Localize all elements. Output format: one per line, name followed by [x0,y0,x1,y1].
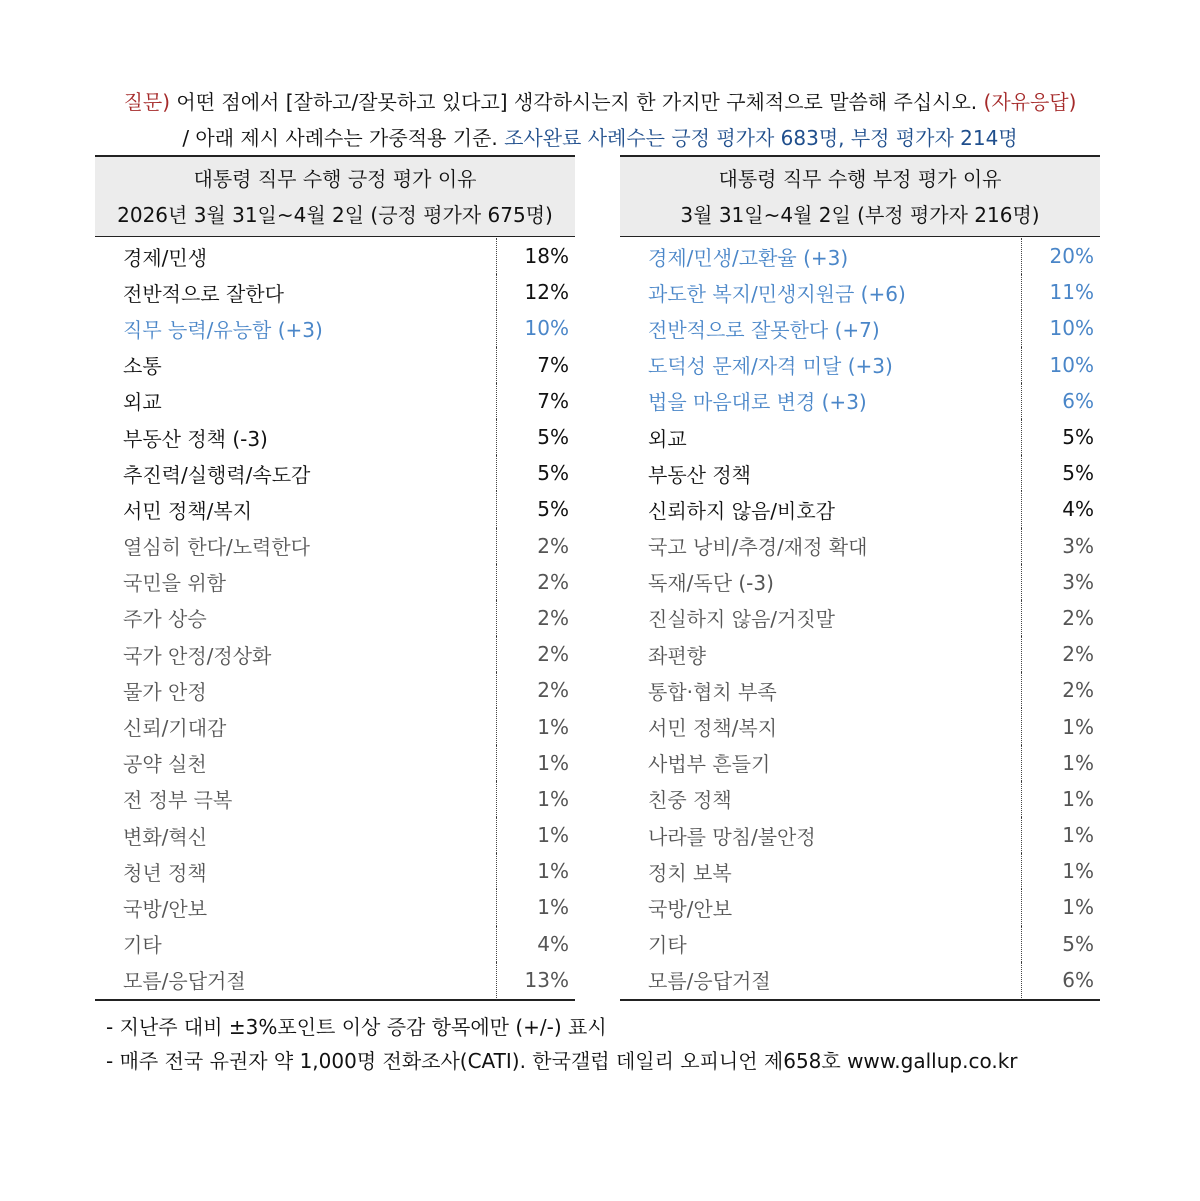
table-row [620,853,1100,889]
table-row [95,274,575,310]
table-row [95,926,575,962]
negative-table-header [620,157,1100,237]
reason-label: 변화/혁신 [95,817,497,853]
reason-label: 신뢰/기대감 [95,708,497,744]
reason-label: 모름/응답거절 [620,962,1022,998]
reason-percentage: 1% [1062,823,1094,848]
reason-percentage: 1% [537,823,569,848]
reason-label: 서민 정책/복지 [95,491,497,527]
positive-table-header [95,157,575,237]
table-row [620,708,1100,744]
table-row [95,238,575,274]
reason-percentage: 5% [537,497,569,522]
positive-reasons-table [95,155,575,1001]
footnotes [106,1010,1018,1078]
reason-percentage: 2% [1062,642,1094,667]
reason-percentage: 1% [537,714,569,739]
reason-label: 소통 [95,347,497,383]
reason-label: 과도한 복지/민생지원금 (+6) [620,274,1022,310]
table-row [620,238,1100,274]
reason-label: 국가 안정/정상화 [95,636,497,672]
table-row [95,310,575,346]
table-row [620,781,1100,817]
question-block [0,84,1200,156]
table-row [620,528,1100,564]
reason-percentage: 1% [1062,859,1094,884]
reason-percentage: 2% [537,678,569,703]
reason-label: 공약 실천 [95,745,497,781]
reason-label: 물가 안정 [95,672,497,708]
reason-percentage: 1% [537,750,569,775]
reason-label: 통합·협치 부족 [620,672,1022,708]
reason-label: 외교 [620,419,1022,455]
table-row [95,817,575,853]
sample-size-note: 조사완료 사례수는 긍정 평가자 683명, 부정 평가자 214명 [504,126,1018,150]
reason-percentage: 2% [537,533,569,558]
table-row [620,564,1100,600]
reason-percentage: 5% [1062,931,1094,956]
reason-percentage: 13% [524,967,569,992]
question-line-2 [0,120,1200,156]
reason-label: 국방/안보 [620,889,1022,925]
question-line-1 [0,84,1200,120]
reason-label: 부동산 정책 (-3) [95,419,497,455]
reason-label: 직무 능력/유능함 (+3) [95,310,497,346]
reason-label: 경제/민생 [95,238,497,274]
table-row [620,347,1100,383]
positive-table-subtitle: 2026년 3월 31일~4월 2일 (긍정 평가자 675명) [117,203,553,227]
reason-label: 독재/독단 (-3) [620,564,1022,600]
reason-percentage: 2% [537,642,569,667]
reason-percentage: 5% [1062,425,1094,450]
reason-label: 국방/안보 [95,889,497,925]
table-row [620,889,1100,925]
reason-label: 전반적으로 잘한다 [95,274,497,310]
reason-percentage: 1% [1062,895,1094,920]
reason-label: 추진력/실행력/속도감 [95,455,497,491]
table-row [95,564,575,600]
reason-percentage: 6% [1062,388,1094,413]
table-row [620,926,1100,962]
reason-percentage: 10% [1049,316,1094,341]
question-prefix: 질문) [123,90,171,114]
reason-percentage: 5% [1062,461,1094,486]
table-row [620,672,1100,708]
reason-percentage: 4% [537,931,569,956]
table-row [95,708,575,744]
weighting-note: / 아래 제시 사례수는 가중적용 기준. [182,126,505,150]
reason-percentage: 2% [537,569,569,594]
reason-percentage: 1% [1062,750,1094,775]
reason-percentage: 18% [524,244,569,269]
table-row [95,347,575,383]
footnote-change-marker: - 지난주 대비 ±3%포인트 이상 증감 항목에만 (+/-) 표시 [106,1015,607,1039]
table-row [620,600,1100,636]
reason-label: 주가 상승 [95,600,497,636]
table-row [95,745,575,781]
table-row [620,817,1100,853]
table-row [620,636,1100,672]
reason-label: 신뢰하지 않음/비호감 [620,491,1022,527]
reason-label: 사법부 흔들기 [620,745,1022,781]
reason-percentage: 7% [537,388,569,413]
reason-percentage: 11% [1049,280,1094,305]
footnote-survey-source: - 매주 전국 유권자 약 1,000명 전화조사(CATI). 한국갤럽 데일리 오피니언 제658호 www.gallup.co.kr [106,1049,1018,1073]
reason-percentage: 1% [1062,786,1094,811]
table-row [95,962,575,998]
reason-percentage: 2% [1062,605,1094,630]
reason-percentage: 10% [524,316,569,341]
table-row [95,636,575,672]
table-row [95,600,575,636]
reason-percentage: 7% [537,352,569,377]
reason-percentage: 1% [1062,714,1094,739]
reason-percentage: 12% [524,280,569,305]
reason-label: 전 정부 극복 [95,781,497,817]
table-row [95,781,575,817]
reason-percentage: 3% [1062,533,1094,558]
reason-label: 정치 보복 [620,853,1022,889]
reason-percentage: 1% [537,859,569,884]
table-row [95,672,575,708]
positive-table-title: 대통령 직무 수행 긍정 평가 이유 [193,167,477,191]
table-row [620,455,1100,491]
reason-percentage: 1% [537,895,569,920]
table-row [620,310,1100,346]
reason-percentage: 3% [1062,569,1094,594]
reason-percentage: 5% [537,425,569,450]
table-row [95,889,575,925]
reason-label: 모름/응답거절 [95,962,497,998]
reason-percentage: 2% [537,605,569,630]
reason-label: 나라를 망침/불안정 [620,817,1022,853]
question-text: 어떤 점에서 [잘하고/잘못하고 있다고] 생각하시는지 한 가지만 구체적으로 말씀해 주십시오. [170,90,984,114]
table-row [95,491,575,527]
reason-label: 외교 [95,383,497,419]
negative-table-subtitle: 3월 31일~4월 2일 (부정 평가자 216명) [680,203,1040,227]
reason-label: 진실하지 않음/거짓말 [620,600,1022,636]
reason-label: 국고 낭비/추경/재정 확대 [620,528,1022,564]
reason-label: 국민을 위함 [95,564,497,600]
reason-label: 청년 정책 [95,853,497,889]
reason-label: 기타 [620,926,1022,962]
table-row [95,853,575,889]
positive-table-body [95,237,575,999]
negative-reasons-table [620,155,1100,1001]
reason-label: 친중 정책 [620,781,1022,817]
reason-percentage: 10% [1049,352,1094,377]
table-row [620,383,1100,419]
table-row [95,419,575,455]
reason-label: 법을 마음대로 변경 (+3) [620,383,1022,419]
question-suffix: (자유응답) [983,90,1077,114]
table-row [95,455,575,491]
reason-percentage: 6% [1062,967,1094,992]
table-row [620,419,1100,455]
reason-percentage: 1% [537,786,569,811]
reason-label: 열심히 한다/노력한다 [95,528,497,564]
negative-table-body [620,237,1100,999]
table-row [620,491,1100,527]
reason-percentage: 2% [1062,678,1094,703]
table-row [620,274,1100,310]
reason-percentage: 5% [537,461,569,486]
reason-label: 부동산 정책 [620,455,1022,491]
negative-table-title: 대통령 직무 수행 부정 평가 이유 [718,167,1002,191]
reason-label: 좌편향 [620,636,1022,672]
reason-label: 기타 [95,926,497,962]
reason-label: 도덕성 문제/자격 미달 (+3) [620,347,1022,383]
table-row [95,528,575,564]
reason-percentage: 20% [1049,244,1094,269]
reason-label: 전반적으로 잘못한다 (+7) [620,310,1022,346]
reason-label: 경제/민생/고환율 (+3) [620,238,1022,274]
reason-label: 서민 정책/복지 [620,708,1022,744]
reason-percentage: 4% [1062,497,1094,522]
table-row [95,383,575,419]
table-row [620,962,1100,998]
table-row [620,745,1100,781]
